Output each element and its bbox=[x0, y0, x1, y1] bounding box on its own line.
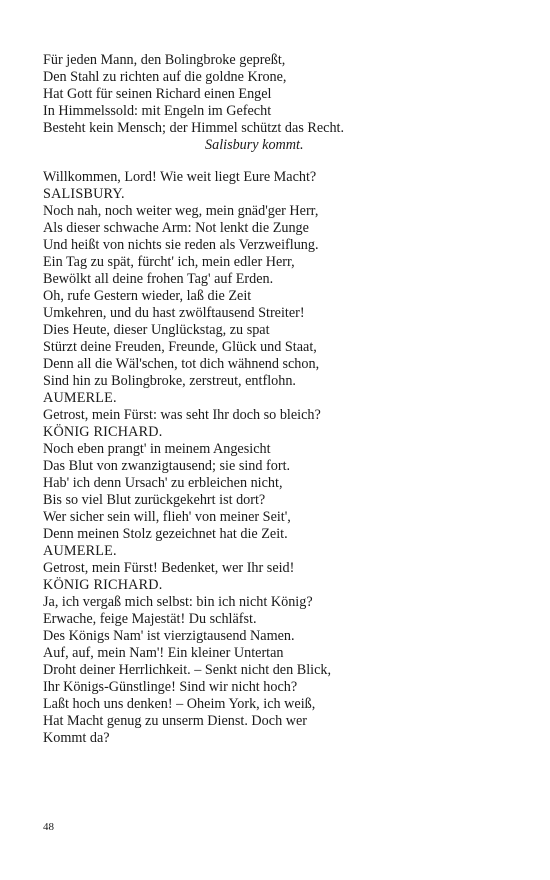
speaker-name: KÖNIG RICHARD. bbox=[43, 424, 163, 440]
verse-line: Ja, ich vergaß mich selbst: bin ich nicht König? bbox=[43, 594, 313, 610]
verse-line: Noch eben prangt' in meinem Angesicht bbox=[43, 441, 271, 457]
verse-line: Hat Macht genug zu unserm Dienst. Doch wer bbox=[43, 713, 307, 729]
verse-line: Bis so viel Blut zurückgekehrt ist dort? bbox=[43, 492, 266, 508]
verse-line: In Himmelssold: mit Engeln im Gefecht bbox=[43, 103, 272, 119]
verse-line: Stürzt deine Freuden, Freunde, Glück und Staat, bbox=[43, 339, 317, 355]
speaker-name: AUMERLE. bbox=[43, 390, 117, 406]
verse-line: Ein Tag zu spät, fürcht' ich, mein edler Herr, bbox=[43, 254, 295, 270]
verse-line: Bewölkt all deine frohen Tag' auf Erden. bbox=[43, 271, 274, 287]
verse-line: Das Blut von zwanzigtausend; sie sind fort. bbox=[43, 458, 291, 474]
verse-line: Und heißt von nichts sie reden als Verzweiflung. bbox=[43, 237, 319, 253]
stage-direction: Salisbury kommt. bbox=[205, 137, 304, 153]
verse-line: Den Stahl zu richten auf die goldne Krone, bbox=[43, 69, 287, 85]
verse-line: Erwache, feige Majestät! Du schläfst. bbox=[43, 611, 257, 627]
verse-line: Hab' ich denn Ursach' zu erbleichen nicht, bbox=[43, 475, 283, 491]
speaker-name: SALISBURY. bbox=[43, 186, 125, 202]
speaker-name: AUMERLE. bbox=[43, 543, 117, 559]
verse-line: Wer sicher sein will, flieh' von meiner Seit', bbox=[43, 509, 291, 525]
verse-line: Laßt hoch uns denken! – Oheim York, ich weiß, bbox=[43, 696, 316, 712]
verse-line: Denn meinen Stolz gezeichnet hat die Zeit. bbox=[43, 526, 288, 542]
verse-line: Willkommen, Lord! Wie weit liegt Eure Macht? bbox=[43, 169, 317, 185]
verse-line: Sind hin zu Bolingbroke, zerstreut, entflohn. bbox=[43, 373, 296, 389]
verse-line: Kommt da? bbox=[43, 730, 110, 746]
verse-line: Denn all die Wäl'schen, tot dich wähnend schon, bbox=[43, 356, 320, 372]
verse-block-opening bbox=[43, 52, 513, 154]
verse-line: Oh, rufe Gestern wieder, laß die Zeit bbox=[43, 288, 252, 304]
verse-line: Ihr Königs-Günstlinge! Sind wir nicht hoch? bbox=[43, 679, 298, 695]
verse-line: Des Königs Nam' ist vierzigtausend Namen. bbox=[43, 628, 295, 644]
speaker-name: KÖNIG RICHARD. bbox=[43, 577, 163, 593]
verse-line: Umkehren, und du hast zwölftausend Streiter! bbox=[43, 305, 305, 321]
verse-line: Getrost, mein Fürst: was seht Ihr doch so bleich? bbox=[43, 407, 321, 423]
verse-line: Dies Heute, dieser Unglückstag, zu spat bbox=[43, 322, 270, 338]
verse-line: Droht deiner Herrlichkeit. – Senkt nicht den Blick, bbox=[43, 662, 332, 678]
dialogue-block bbox=[43, 169, 513, 747]
verse-line: Getrost, mein Fürst! Bedenket, wer Ihr seid! bbox=[43, 560, 295, 576]
page-number: 48 bbox=[43, 821, 54, 833]
verse-line: Noch nah, noch weiter weg, mein gnäd'ger Herr, bbox=[43, 203, 319, 219]
verse-line: Hat Gott für seinen Richard einen Engel bbox=[43, 86, 272, 102]
verse-line: Als dieser schwache Arm: Not lenkt die Zunge bbox=[43, 220, 309, 236]
verse-line: Besteht kein Mensch; der Himmel schützt das Recht. bbox=[43, 120, 345, 136]
verse-line: Für jeden Mann, den Bolingbroke gepreßt, bbox=[43, 52, 286, 68]
verse-line: Auf, auf, mein Nam'! Ein kleiner Untertan bbox=[43, 645, 284, 661]
